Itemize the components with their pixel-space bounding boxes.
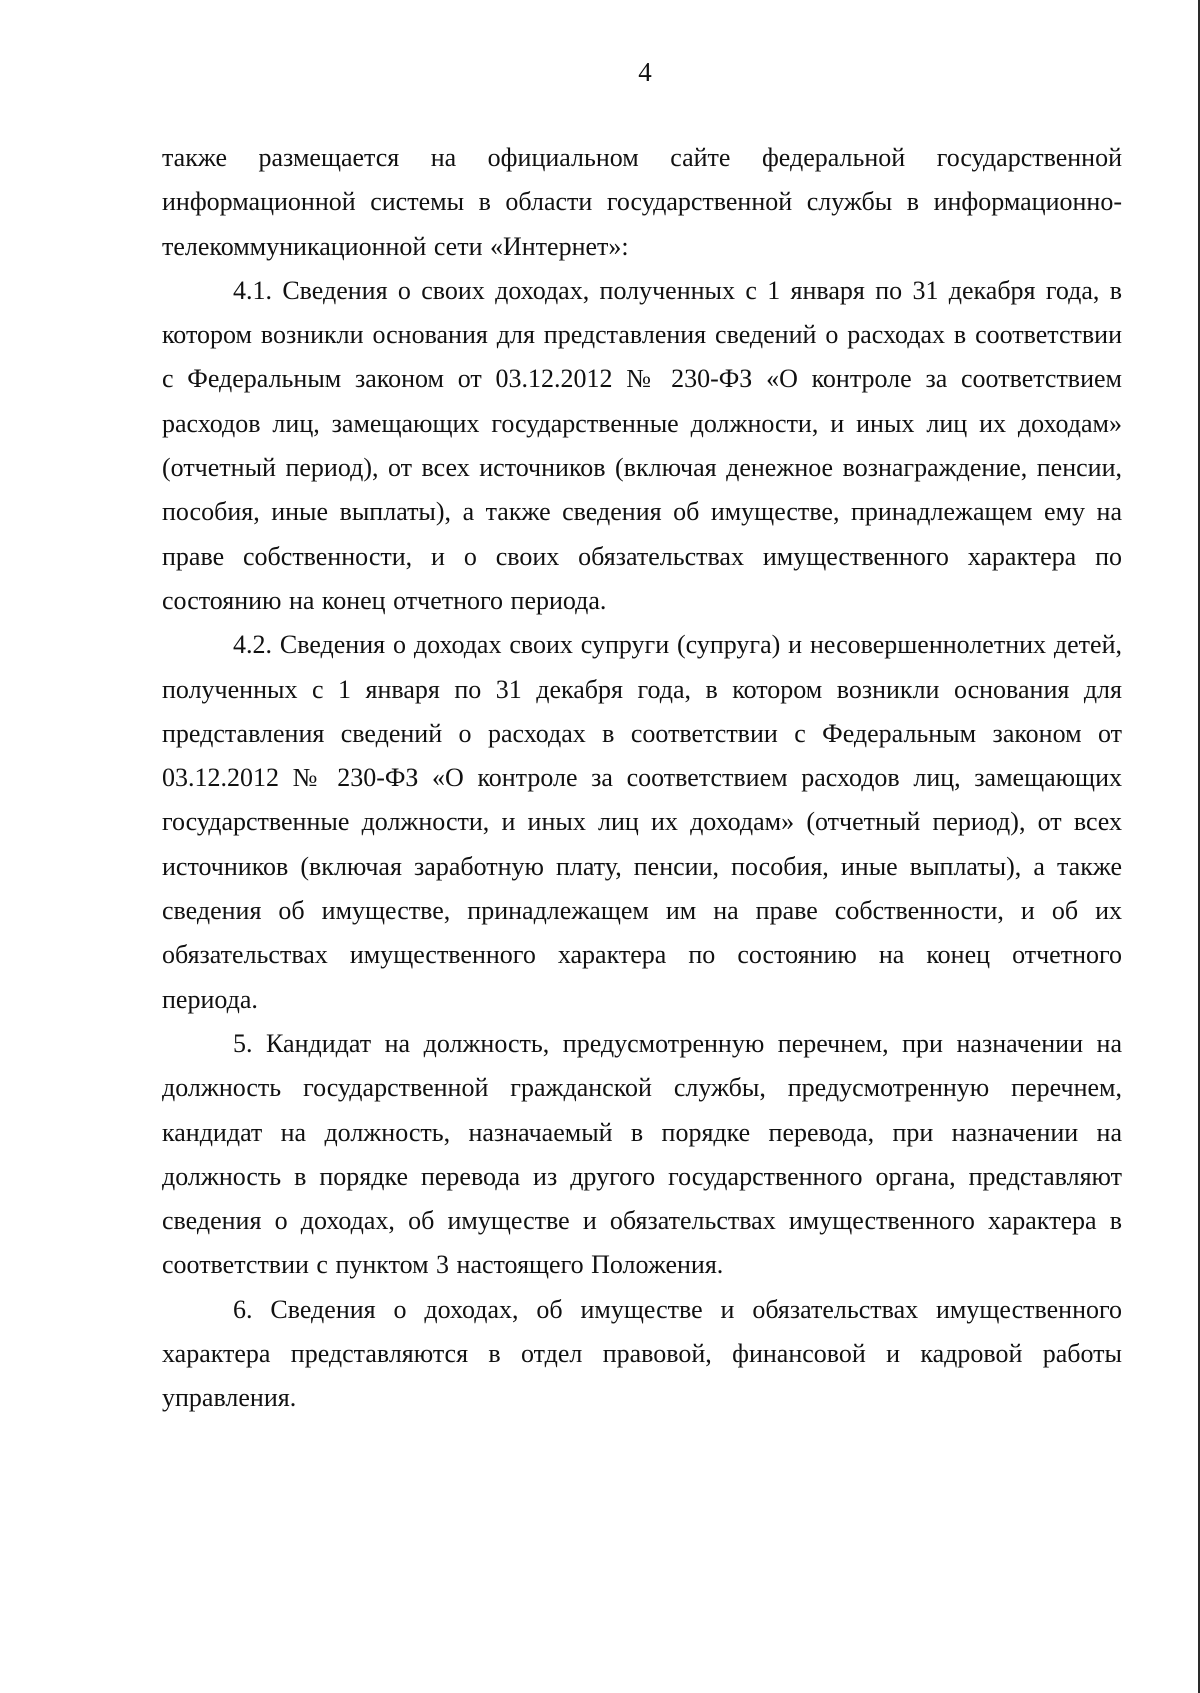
paragraph-4-1: 4.1. Сведения о своих доходах, полученных с 1 января по 31 декабря года, в котором возникли основания для представления сведений о расходах в соответствии с Федеральным законом от 03.12.2012 № 230-ФЗ «О контроле за соответствием расходов лиц, замещающих государственные должности, и иных лиц их доходам» (отчетный период), от всех источников (включая денежное вознаграждение, пенсии, пособия, иные выплаты), а также сведения об имуществе, принадлежащем ему на праве собственности, и о своих обязательствах имущественного характера по состоянию на конец отчетного периода. <box>162 275 1122 615</box>
paragraph-4-2: 4.2. Сведения о доходах своих супруги (супруга) и несовершеннолетних детей, полученных с 1 января по 31 декабря года, в котором возникли основания для представления сведений о расходах в соответствии с Федеральным законом от 03.12.2012 № 230-ФЗ «О контроле за соответствием расходов лиц, замещающих государственные должности, и иных лиц их доходам» (отчетный период), от всех источников (включая заработную плату, пенсии, пособия, иные выплаты), а также сведения об имуществе, принадлежащем им на праве собственности, и об их обязательствах имущественного характера по состоянию на конец отчетного периода. <box>162 630 1122 1014</box>
paragraph-6: 6. Сведения о доходах, об имуществе и обязательствах имущественного характера представляются в отдел правовой, финансовой и кадровой работы управления. <box>162 1294 1122 1413</box>
document-body <box>162 136 1122 1421</box>
paragraph-5: 5. Кандидат на должность, предусмотренную перечнем, при назначении на должность государственной гражданской службы, предусмотренную перечнем, кандидат на должность, назначаемый в порядке перевода, при назначении на должность в порядке перевода из другого государственного органа, представляют сведения о доходах, об имуществе и обязательствах имущественного характера в соответствии с пунктом 3 настоящего Положения. <box>162 1028 1122 1280</box>
page-number: 4 <box>638 57 652 87</box>
paragraph-continuation: также размещается на официальном сайте федеральной государственной информационной системы в области государственной службы в информационно-телекоммуникационной сети «Интернет»: <box>162 143 1122 261</box>
